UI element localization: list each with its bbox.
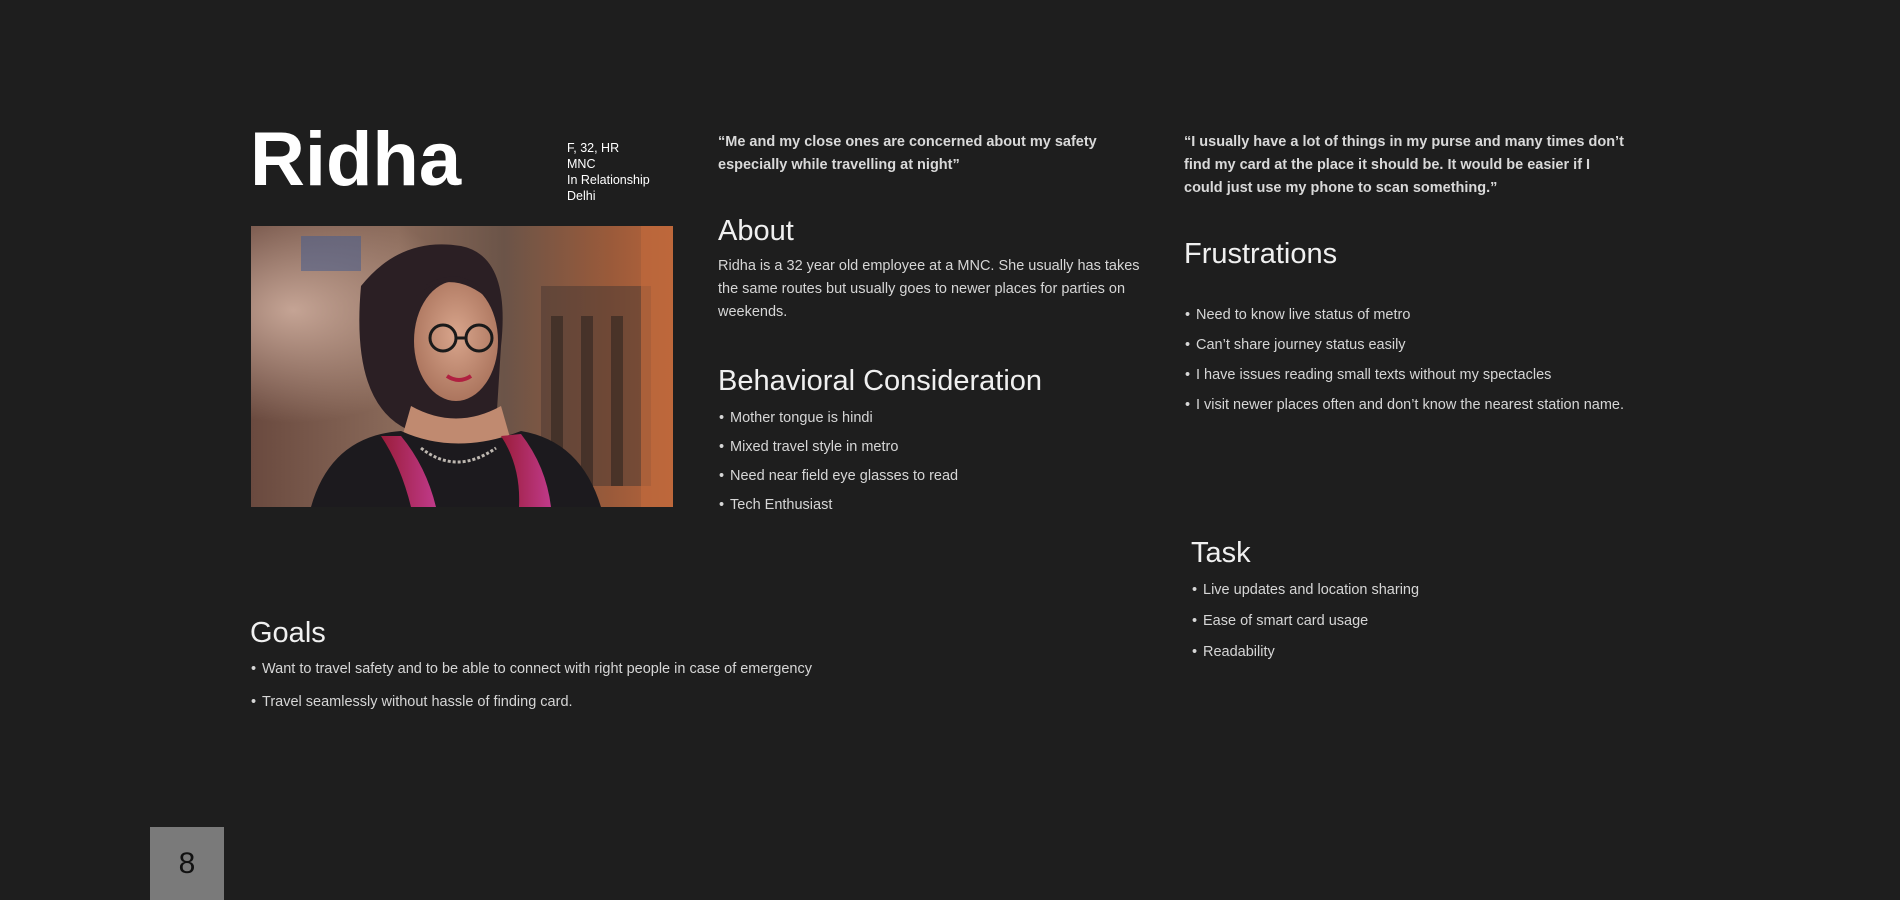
- persona-photo: [251, 226, 673, 507]
- list-item: • Tech Enthusiast: [718, 494, 958, 523]
- frustrations-heading: Frustrations: [1184, 238, 1338, 270]
- persona-meta: [567, 140, 650, 204]
- about-text: Ridha is a 32 year old employee at a MNC. She usually has takes the same routes but usually goes to newer places for parties on weekends.: [718, 258, 1140, 320]
- persona-meta-line: In Relationship: [567, 173, 650, 187]
- goals-list: [250, 658, 812, 724]
- list-item: • Live updates and location sharing: [1191, 579, 1419, 610]
- persona-name: Ridha: [250, 117, 462, 202]
- list-item: • Can’t share journey status easily: [1184, 334, 1624, 364]
- quote-purse: “I usually have a lot of things in my purse and many times don’t find my card at the place it should be. It would be easier if I could just use my phone to scan something.”: [1184, 134, 1624, 196]
- list-item: • I visit newer places often and don’t know the nearest station name.: [1184, 394, 1624, 424]
- list-item: • Need to know live status of metro: [1184, 304, 1624, 334]
- goals-heading: Goals: [250, 617, 326, 649]
- persona-meta-line: MNC: [567, 157, 596, 171]
- page-number-badge: 8: [150, 827, 224, 900]
- list-item: • Need near field eye glasses to read: [718, 465, 958, 494]
- list-item: • Ease of smart card usage: [1191, 610, 1419, 641]
- behavioral-heading: Behavioral Consideration: [718, 365, 1043, 397]
- list-item: • Want to travel safety and to be able to connect with right people in case of emergency: [250, 658, 680, 681]
- persona-meta-line: F, 32, HR: [567, 141, 620, 155]
- persona-meta-line: Delhi: [567, 189, 596, 203]
- about-heading: About: [718, 215, 794, 247]
- list-item: • Travel seamlessly without hassle of finding card.: [250, 691, 680, 714]
- frustrations-list: [1184, 304, 1624, 424]
- list-item: • Mother tongue is hindi: [718, 407, 958, 436]
- list-item: • Readability: [1191, 641, 1419, 672]
- quote-safety: “Me and my close ones are concerned about my safety especially while travelling at night”: [718, 134, 1097, 173]
- behavioral-list: [718, 407, 958, 523]
- list-item: • I have issues reading small texts without my spectacles: [1184, 364, 1624, 394]
- task-list: [1191, 579, 1419, 672]
- task-heading: Task: [1191, 537, 1251, 569]
- list-item: • Mixed travel style in metro: [718, 436, 958, 465]
